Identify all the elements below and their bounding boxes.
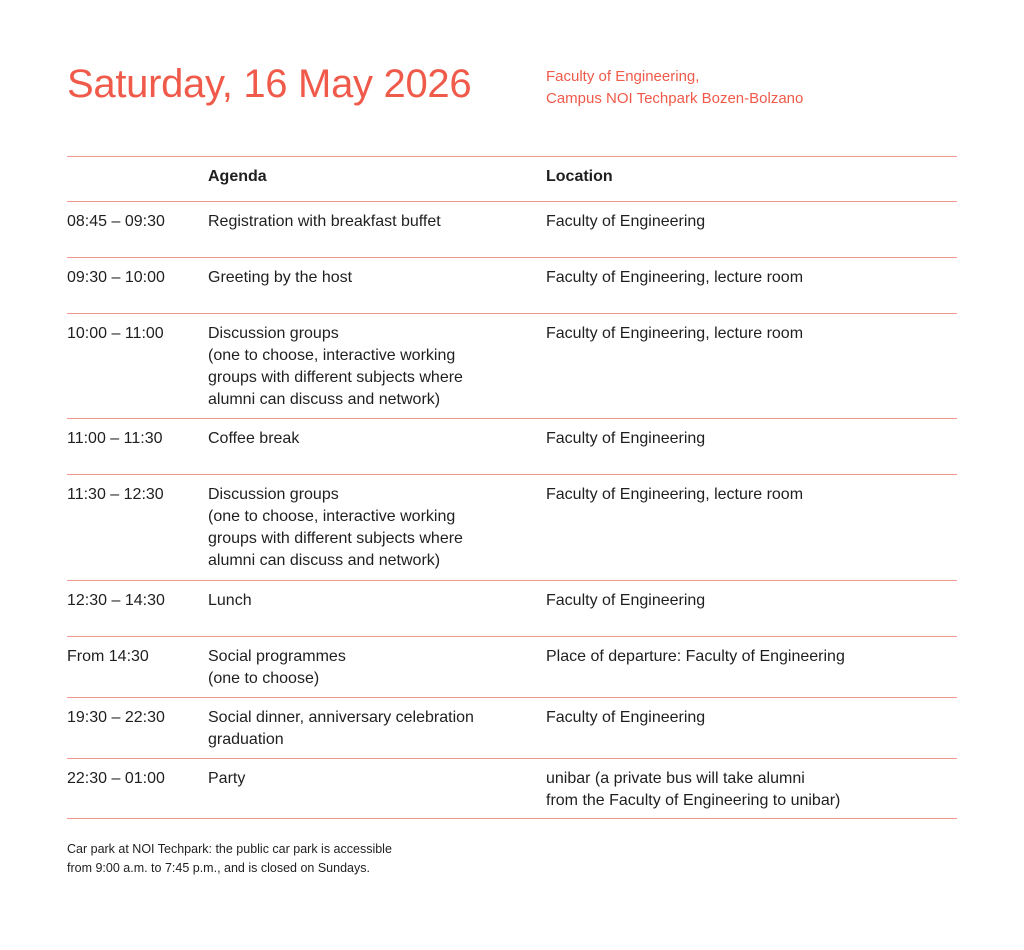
location-line: Faculty of Engineering: [546, 430, 706, 447]
agenda-line: Social dinner, anniversary celebration: [208, 709, 474, 726]
row-agenda: [208, 428, 538, 450]
venue-line-2: Campus NOI Techpark Bozen-Bolzano: [546, 90, 804, 107]
row-agenda: [208, 707, 538, 751]
venue-info: [546, 66, 803, 110]
table-header-row: [67, 156, 957, 201]
agenda-line: (one to choose, interactive working: [208, 347, 456, 364]
row-agenda: [208, 323, 538, 411]
table-row: [67, 636, 957, 697]
location-line: Faculty of Engineering: [546, 709, 706, 726]
agenda-line: Registration with breakfast buffet: [208, 213, 441, 230]
agenda-line: graduation: [208, 731, 284, 748]
table-row: [67, 313, 957, 418]
row-agenda: [208, 211, 538, 233]
location-line: Faculty of Engineering: [546, 592, 706, 609]
row-time: 08:45 – 09:30: [67, 213, 165, 230]
location-line: Place of departure: Faculty of Engineering: [546, 648, 845, 665]
row-location: [546, 323, 946, 345]
location-line: Faculty of Engineering, lecture room: [546, 486, 804, 503]
header-agenda: Agenda: [208, 168, 267, 185]
row-location: [546, 707, 946, 729]
location-line: Faculty of Engineering: [546, 213, 706, 230]
table-body: [67, 201, 957, 819]
agenda-line: Lunch: [208, 592, 252, 609]
row-location: [546, 428, 946, 450]
agenda-line: Greeting by the host: [208, 269, 353, 286]
row-time: 22:30 – 01:00: [67, 770, 165, 787]
location-line: Faculty of Engineering, lecture room: [546, 325, 804, 342]
agenda-line: alumni can discuss and network): [208, 391, 441, 408]
agenda-line: (one to choose, interactive working: [208, 508, 456, 525]
row-time: 11:00 – 11:30: [67, 430, 163, 447]
location-line: from the Faculty of Engineering to unibar): [546, 792, 841, 809]
agenda-line: Coffee break: [208, 430, 300, 447]
agenda-line: Social programmes: [208, 648, 346, 665]
agenda-line: Party: [208, 770, 246, 787]
row-agenda: [208, 646, 538, 690]
parking-note-line-1: Car park at NOI Techpark: the public car park is accessible: [67, 842, 392, 856]
parking-note-line-2: from 9:00 a.m. to 7:45 p.m., and is closed on Sundays.: [67, 861, 370, 875]
agenda-line: (one to choose): [208, 670, 320, 687]
row-location: [546, 211, 946, 233]
agenda-line: groups with different subjects where: [208, 530, 463, 547]
row-agenda: [208, 590, 538, 612]
row-agenda: [208, 484, 538, 572]
page-title: Saturday, 16 May 2026: [67, 62, 472, 106]
row-location: [546, 768, 946, 812]
agenda-line: alumni can discuss and network): [208, 552, 441, 569]
venue-line-1: Faculty of Engineering,: [546, 68, 700, 85]
agenda-table: [67, 156, 957, 819]
row-time: 11:30 – 12:30: [67, 486, 164, 503]
row-time: 10:00 – 11:00: [67, 325, 164, 342]
location-line: unibar (a private bus will take alumni: [546, 770, 805, 787]
agenda-line: groups with different subjects where: [208, 369, 463, 386]
row-location: [546, 484, 946, 506]
row-time: 19:30 – 22:30: [67, 709, 165, 726]
row-agenda: [208, 267, 538, 289]
table-row: [67, 580, 957, 636]
row-time: 09:30 – 10:00: [67, 269, 165, 286]
table-row: [67, 257, 957, 313]
table-row: [67, 201, 957, 257]
row-location: [546, 267, 946, 289]
table-row: [67, 697, 957, 758]
row-time: From 14:30: [67, 648, 149, 665]
agenda-line: Discussion groups: [208, 325, 339, 342]
row-agenda: [208, 768, 538, 790]
row-time: 12:30 – 14:30: [67, 592, 165, 609]
table-row: [67, 474, 957, 580]
row-location: [546, 590, 946, 612]
table-row: [67, 418, 957, 474]
agenda-line: Discussion groups: [208, 486, 339, 503]
table-row: [67, 758, 957, 819]
location-line: Faculty of Engineering, lecture room: [546, 269, 804, 286]
header-location: Location: [546, 168, 613, 185]
parking-note: [67, 840, 392, 878]
row-location: [546, 646, 946, 668]
